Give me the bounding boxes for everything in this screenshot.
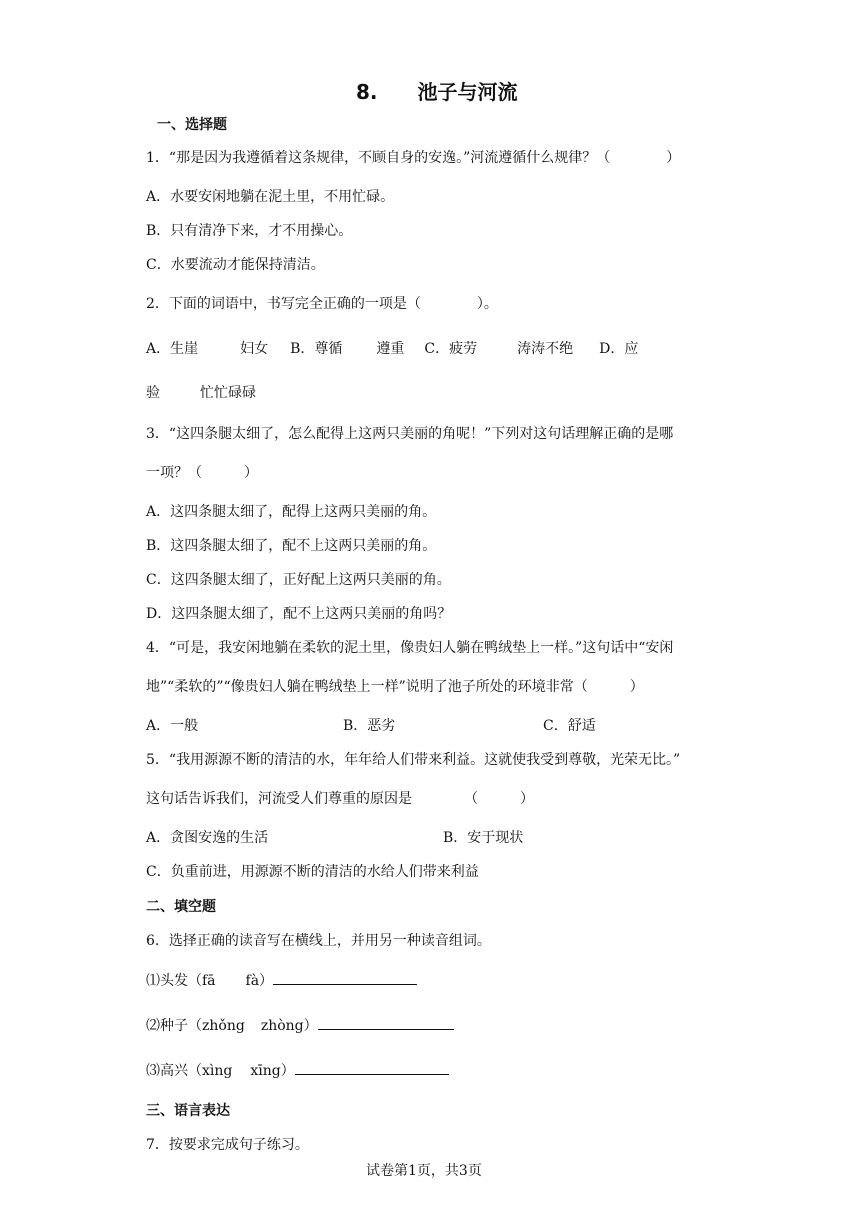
page-title: [356, 76, 517, 105]
question-6-item-3: [146, 1060, 449, 1080]
section-heading-choice: 一、选择题: [157, 117, 227, 133]
question-5-option-b: B．安于现状: [443, 830, 524, 846]
question-1-option-a: A．水要安闲地躺在泥土里，不用忙碌。: [146, 189, 395, 205]
question-2-option-c: C．疲劳: [424, 341, 478, 357]
question-2-option-d: D．应: [599, 341, 639, 357]
question-6-item-1-word: ⑴头发（fā: [146, 973, 216, 989]
question-2-option-d-cont: 验: [146, 385, 160, 401]
question-1-option-c: C．水要流动才能保持清洁。: [146, 257, 325, 273]
question-3-option-b: B．这四条腿太细了，配不上这两只美丽的角。: [146, 538, 437, 554]
question-1-stem: 1．“那是因为我遵循着这条规律，不顾自身的安逸。”河流遵循什么规律？（ ）: [146, 150, 681, 166]
question-5-stem-line2: [146, 788, 534, 808]
answer-blank-3[interactable]: [295, 1060, 449, 1075]
question-1-option-b: B．只有清净下来，才不用操心。: [146, 223, 353, 239]
question-3-option-c: C．这四条腿太细了，正好配上这两只美丽的角。: [146, 572, 451, 588]
question-6-item-2-word: ⑵种子（zhǒng: [146, 1018, 245, 1034]
section-heading-fill: 二、填空题: [146, 899, 216, 915]
question-5-option-c: C．负重前进，用源源不断的清洁的水给人们带来利益: [146, 864, 479, 880]
title-number: 8.: [356, 80, 378, 104]
question-5-option-a: A．贪图安逸的生活: [146, 830, 269, 846]
question-2-options-line-2: [146, 382, 256, 402]
question-4-option-a: A．一般: [146, 718, 199, 734]
question-2-option-a-word2: 妇女: [240, 341, 269, 357]
question-4-stem-line2: 地”“柔软的”“像贵妇人躺在鸭绒垫上一样”说明了池子所处的环境非常（ ）: [146, 679, 644, 695]
question-6-stem: 6．选择正确的读音写在横线上，并用另一种读音组词。: [146, 933, 491, 949]
question-6-item-1: [146, 970, 417, 990]
question-6-item-1-alt: fà）: [245, 973, 274, 989]
question-4-option-c: C．舒适: [543, 718, 596, 734]
question-2-option-d-word2: 忙忙碌碌: [200, 385, 256, 401]
page-footer: 试卷第1页，共3页: [366, 1163, 482, 1179]
title-text: 池子与河流: [417, 80, 518, 104]
question-6-item-3-word: ⑶高兴（xìng: [146, 1063, 233, 1079]
question-4-option-b: B．恶劣: [343, 718, 396, 734]
question-2-option-c-word2: 涛涛不绝: [517, 341, 574, 357]
question-6-item-2-alt: zhòng）: [260, 1018, 318, 1034]
question-6-item-2: [146, 1015, 454, 1035]
section-heading-expression: 三、语言表达: [146, 1103, 230, 1119]
question-2-option-b-word2: 遵重: [376, 341, 405, 357]
answer-blank-2[interactable]: [318, 1015, 454, 1030]
question-2-option-b: B．尊循: [290, 341, 343, 357]
question-3-option-d: D．这四条腿太细了，配不上这两只美丽的角吗？: [146, 606, 452, 622]
question-3-option-a: A．这四条腿太细了，配得上这两只美丽的角。: [146, 504, 437, 520]
question-6-item-3-alt: xīng）: [250, 1063, 295, 1079]
question-2-options-line: [146, 338, 638, 358]
question-5-answer-paren: （ ）: [464, 791, 534, 807]
question-7-stem: 7．按要求完成句子练习。: [146, 1137, 309, 1153]
question-2-option-a: A．生崖: [146, 341, 199, 357]
question-4-stem-line1: 4．“可是，我安闲地躺在柔软的泥土里，像贵妇人躺在鸭绒垫上一样。”这句话中“安闲: [146, 640, 674, 656]
question-3-stem-line2: 一项？（ ）: [146, 465, 258, 481]
question-3-stem-line1: 3．“这四条腿太细了，怎么配得上这两只美丽的角呢！”下列对这句话理解正确的是哪: [146, 426, 674, 442]
question-2-stem: 2．下面的词语中，书写完全正确的一项是（ ）。: [146, 296, 498, 312]
question-5-stem-text: 这句话告诉我们，河流受人们尊重的原因是: [146, 791, 412, 807]
question-5-stem-line1: 5．“我用源源不断的清洁的水，年年给人们带来利益。这就使我受到尊敬，光荣无比。”: [146, 752, 681, 768]
answer-blank-1[interactable]: [273, 970, 417, 985]
